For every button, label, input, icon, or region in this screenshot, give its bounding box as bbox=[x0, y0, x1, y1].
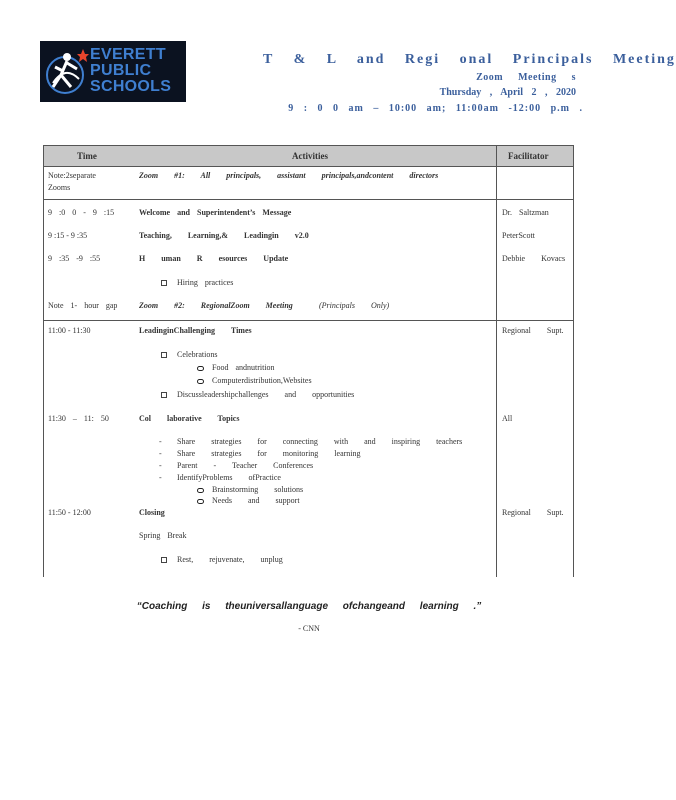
district-logo bbox=[40, 41, 186, 102]
list-item: Computerdistribution,Websites bbox=[197, 376, 312, 385]
schedule-table bbox=[43, 145, 574, 577]
meeting-type: Zoom Meeting s bbox=[476, 72, 576, 83]
table-row-facilitator: Debbie Kovacs bbox=[502, 254, 566, 263]
list-item: Discussleadershipchallenges and opportunities bbox=[161, 390, 354, 399]
circle-bullet-icon bbox=[197, 366, 204, 371]
circle-bullet-icon bbox=[197, 488, 204, 493]
table-border-left bbox=[43, 145, 44, 577]
table-row-facilitator: Dr. Saltzman bbox=[502, 208, 549, 217]
meeting-date: Thursday , April 2 , 2020 bbox=[439, 87, 576, 98]
table-row-activity: Col laborative Topics bbox=[139, 414, 240, 423]
quote-attribution: - CNN bbox=[298, 624, 320, 633]
table-row-activity: Welcome and Superintendent’s Message bbox=[139, 208, 292, 217]
table-header-row bbox=[43, 145, 574, 167]
table-border-right bbox=[573, 145, 574, 577]
runner-emblem-icon bbox=[43, 45, 89, 99]
list-item: Celebrations bbox=[161, 350, 217, 359]
table-row-activity: LeadinginChallenging Times bbox=[139, 326, 252, 335]
list-item: Brainstorming solutions bbox=[197, 485, 303, 494]
table-row-time: 9 :0 0 - 9 :15 bbox=[48, 208, 115, 217]
list-item: - Share strategies for monitoring learning bbox=[159, 449, 361, 458]
list-item: - Parent - Teacher Conferences bbox=[159, 461, 314, 470]
circle-bullet-icon bbox=[197, 379, 204, 384]
meeting-times: 9 : 0 0 am – 10:00 am; 11:00am -12:00 p.m . bbox=[288, 103, 583, 114]
closing-quote: “Coaching is theuniversallanguage ofchangeand learning .” bbox=[136, 601, 482, 612]
table-row-activity: Closing bbox=[139, 508, 165, 517]
list-item: - Share strategies for connecting with and inspiring teachers bbox=[159, 437, 463, 446]
header-facilitator: Facilitator bbox=[508, 151, 549, 161]
list-item: Needs and support bbox=[197, 496, 300, 505]
table-row-activity: H uman R esources Update bbox=[139, 254, 289, 263]
table-row-facilitator: Regional Supt. bbox=[502, 326, 564, 335]
table-column-divider bbox=[496, 145, 497, 577]
table-row-time: 11:00 - 11:30 bbox=[48, 326, 91, 335]
list-item: - IdentifyProblems ofPractice bbox=[159, 473, 281, 482]
table-row-time: 9 :35 -9 :55 bbox=[48, 254, 101, 263]
list-item: Hiring practices bbox=[161, 278, 233, 287]
table-divider bbox=[43, 199, 574, 200]
table-row-facilitator: All bbox=[502, 414, 513, 423]
note-time: Zooms bbox=[48, 183, 71, 192]
zoom-1-heading: Zoom #1: All principals, assistant principals,andcontent directors bbox=[139, 171, 439, 180]
header-time: Time bbox=[77, 151, 97, 161]
table-row-facilitator: Regional Supt. bbox=[502, 508, 564, 517]
table-row-time: 9 :15 - 9 :35 bbox=[48, 231, 88, 240]
logo-text: EVERETT PUBLIC SCHOOLS bbox=[90, 46, 172, 95]
zoom-2-heading: Zoom #2: RegionalZoom Meeting bbox=[139, 301, 293, 310]
zoom-2-audience: (Principals Only) bbox=[319, 301, 390, 310]
gap-note: Note 1- hour gap bbox=[48, 301, 118, 310]
table-row-activity: Teaching, Learning,& Leadingin v2.0 bbox=[139, 231, 309, 240]
table-row-time: 11:30 – 11: 50 bbox=[48, 414, 109, 423]
circle-bullet-icon bbox=[197, 499, 204, 504]
meeting-title: T & L and Regi onal Principals Meeting bbox=[263, 52, 676, 67]
list-item: Food andnutrition bbox=[197, 363, 275, 372]
header-activities: Activities bbox=[292, 151, 328, 161]
checkbox-bullet-icon bbox=[161, 557, 167, 563]
table-row-time: 11:50 - 12:00 bbox=[48, 508, 91, 517]
table-row-facilitator: PeterScott bbox=[502, 231, 535, 240]
list-item: Rest, rejuvenate, unplug bbox=[161, 555, 283, 564]
note-time: Note:2separate bbox=[48, 171, 96, 180]
table-divider bbox=[43, 320, 574, 321]
table-divider bbox=[43, 166, 574, 167]
closing-subtopic: Spring Break bbox=[139, 531, 187, 540]
checkbox-bullet-icon bbox=[161, 352, 167, 358]
checkbox-bullet-icon bbox=[161, 280, 167, 286]
checkbox-bullet-icon bbox=[161, 392, 167, 398]
